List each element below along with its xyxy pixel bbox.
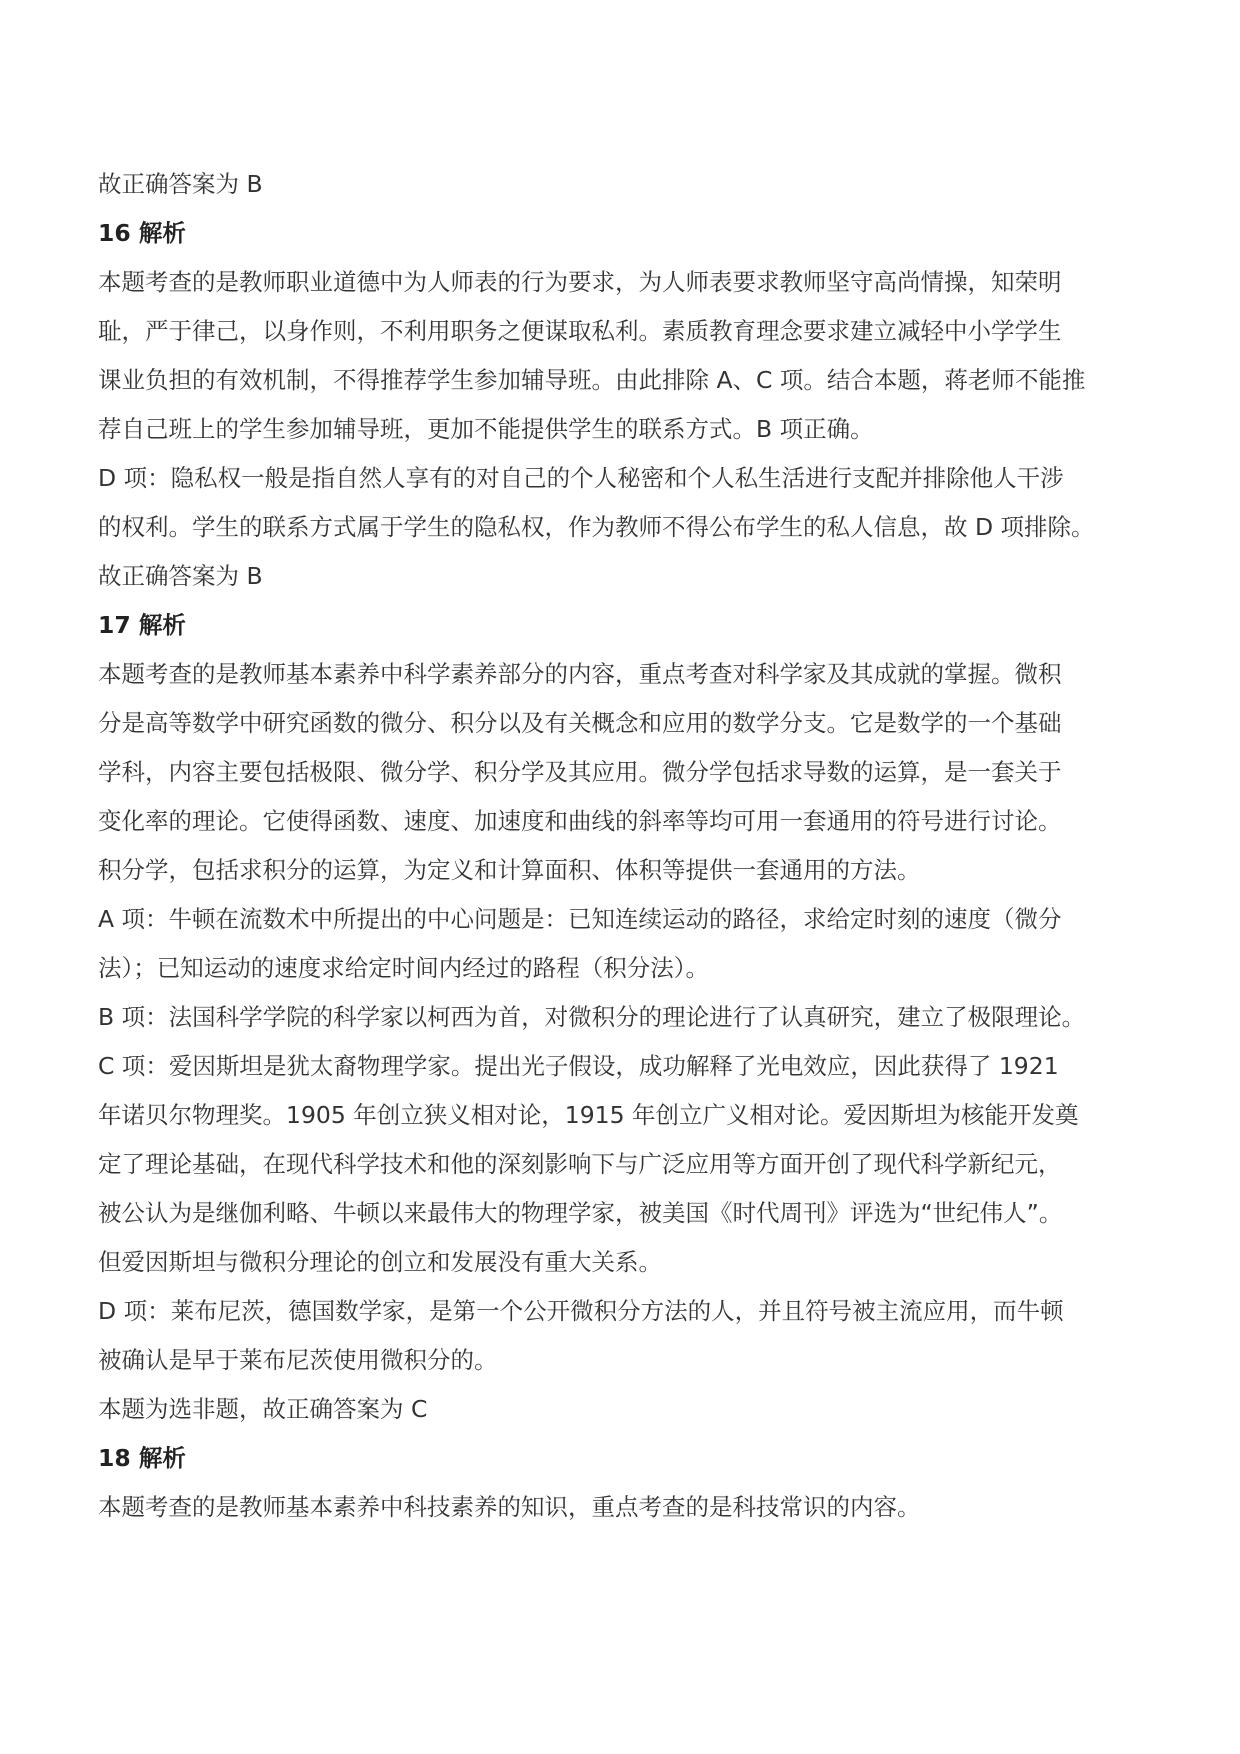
- text-line: 变化率的理论。它使得函数、速度、加速度和曲线的斜率等均可用一套通用的符号进行讨论。: [98, 807, 1062, 835]
- document-page: [98, 160, 1158, 1532]
- text-line: 学科，内容主要包括极限、微分学、积分学及其应用。微分学包括求导数的运算，是一套关于: [98, 758, 1062, 786]
- text-line: 故正确答案为 B: [98, 170, 263, 198]
- text-line: D 项：莱布尼茨，德国数学家，是第一个公开微积分方法的人，并且符号被主流应用，而牛顿: [98, 1297, 1064, 1325]
- text-line: 积分学，包括求积分的运算，为定义和计算面积、体积等提供一套通用的方法。: [98, 856, 921, 884]
- text-line: 法）；已知运动的速度求给定时间内经过的路程（积分法）。: [98, 954, 709, 982]
- text-line: A 项：牛顿在流数术中所提出的中心问题是：已知连续运动的路径，求给定时刻的速度（微分: [98, 905, 1062, 933]
- text-line: 被确认是早于莱布尼茨使用微积分的。: [98, 1346, 498, 1374]
- text-line: 本题考查的是教师基本素养中科技素养的知识，重点考查的是科技常识的内容。: [98, 1493, 921, 1521]
- section-heading: 18 解析: [98, 1444, 186, 1472]
- text-line: D 项：隐私权一般是指自然人享有的对自己的个人秘密和个人私生活进行支配并排除他人干涉: [98, 464, 1064, 492]
- text-line: 本题考查的是教师基本素养中科学素养部分的内容，重点考查对科学家及其成就的掌握。微积: [98, 660, 1062, 688]
- text-line: C 项：爱因斯坦是犹太裔物理学家。提出光子假设，成功解释了光电效应，因此获得了 1921: [98, 1052, 1059, 1080]
- text-line: 本题考查的是教师职业道德中为人师表的行为要求，为人师表要求教师坚守高尚情操，知荣明: [98, 268, 1062, 296]
- text-line: 荐自己班上的学生参加辅导班，更加不能提供学生的联系方式。B 项正确。: [98, 415, 874, 443]
- text-line: 耻，严于律己，以身作则，不利用职务之便谋取私利。素质教育理念要求建立减轻中小学学生: [98, 317, 1062, 345]
- text-line: 课业负担的有效机制，不得推荐学生参加辅导班。由此排除 A、C 项。结合本题，蒋老师不能推: [98, 366, 1086, 394]
- text-line: 但爱因斯坦与微积分理论的创立和发展没有重大关系。: [98, 1248, 662, 1276]
- section-heading: 17 解析: [98, 611, 186, 639]
- text-line: 被公认为是继伽利略、牛顿以来最伟大的物理学家，被美国《时代周刊》评选为“世纪伟人”。: [98, 1199, 1063, 1227]
- text-line: 定了理论基础，在现代科学技术和他的深刻影响下与广泛应用等方面开创了现代科学新纪元，: [98, 1150, 1062, 1178]
- text-line: 分是高等数学中研究函数的微分、积分以及有关概念和应用的数学分支。它是数学的一个基础: [98, 709, 1062, 737]
- text-line: 年诺贝尔物理奖。1905 年创立狭义相对论，1915 年创立广义相对论。爱因斯坦为核能开发奠: [98, 1101, 1079, 1129]
- text-line: 的权利。学生的联系方式属于学生的隐私权，作为教师不得公布学生的私人信息，故 D 项排除。: [98, 513, 1095, 541]
- text-line: 本题为选非题，故正确答案为 C: [98, 1395, 428, 1423]
- section-heading: 16 解析: [98, 219, 186, 247]
- text-line: B 项：法国科学学院的科学家以柯西为首，对微积分的理论进行了认真研究，建立了极限理论。: [98, 1003, 1086, 1031]
- text-line: 故正确答案为 B: [98, 562, 263, 590]
